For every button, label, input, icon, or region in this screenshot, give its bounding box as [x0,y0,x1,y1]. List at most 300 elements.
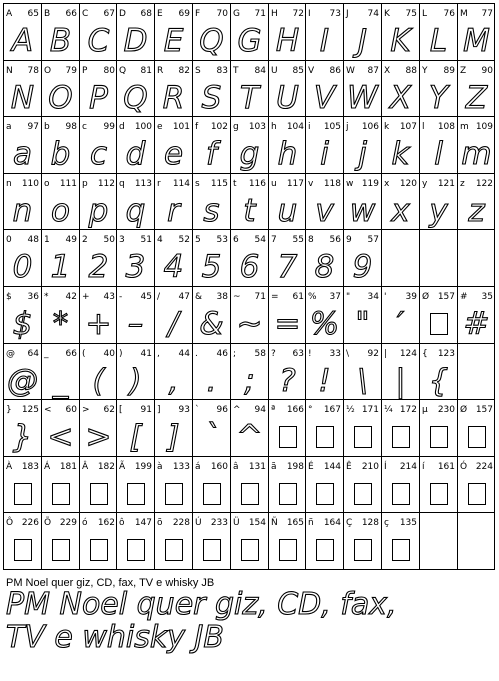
glyph-char-label: Í [384,462,387,472]
glyph-code-label: 160 [210,462,228,472]
glyph-code-label: 63 [292,349,304,359]
glyph-char-label: - [119,292,123,302]
missing-glyph-box [354,426,372,448]
glyph-label [155,8,192,20]
glyph-sample: G [237,23,262,59]
glyph-char-label: B [44,9,51,19]
glyph-sample: ~ [236,306,263,342]
glyph-code-label: 38 [216,292,228,302]
glyph-code-label: 82 [178,66,190,76]
glyph-code-label: 68 [140,9,152,19]
glyph-code-label: 51 [140,235,152,245]
glyph-label [4,8,41,20]
glyph-char-label: ! [308,349,312,359]
glyph-code-label: 93 [178,405,190,415]
glyph-sample: k [391,136,410,172]
glyph-cell [420,4,457,60]
glyph-char-label: Ü [233,518,240,528]
glyph-cell [420,457,457,513]
glyph-code-label: 71 [254,292,266,302]
glyph-cell [269,287,306,343]
glyph-code-label: 69 [178,9,190,19]
glyph-char-label: X [384,66,391,76]
glyph-cell [382,287,419,343]
glyph-code-label: 224 [475,462,493,472]
glyph-sample: & [199,306,224,342]
glyph-char-label: h [271,122,277,132]
glyph-code-label: 226 [21,518,39,528]
glyph-char-label: 2 [82,235,88,245]
glyph-cell [344,230,381,286]
missing-glyph-box [430,313,448,335]
glyph-cell [269,513,306,569]
glyph-label [80,517,117,529]
glyph-label [42,178,79,190]
glyph-cell [306,230,343,286]
glyph-label [458,291,495,303]
glyph-sample: { [428,363,449,399]
glyph-char-label: p [82,179,88,189]
glyph-cell [155,457,192,513]
glyph-sample: I [319,23,330,59]
glyph-label [269,461,306,473]
glyph-char-label: D [119,9,126,19]
glyph-char-label: í [422,462,425,472]
glyph-code-label: 34 [367,292,379,302]
glyph-cell [420,61,457,117]
glyph-char-label: Q [119,66,127,76]
glyph-char-label: 1 [44,235,50,245]
glyph-cell [231,287,268,343]
glyph-sample: ` [203,419,220,455]
glyph-code-label: 99 [103,122,115,132]
glyph-char-label: G [233,9,240,19]
glyph-char-label: n [6,179,12,189]
glyph-char-label: ó [82,518,88,528]
glyph-label [382,461,419,473]
glyph-char-label: ç [384,518,389,528]
glyph-cell [269,4,306,60]
glyph-cell [80,344,117,400]
glyph-label [117,461,154,473]
glyph-code-label: 171 [361,405,379,415]
glyph-sample: U [276,80,299,116]
glyph-char-label: M [460,9,468,19]
missing-glyph-box [354,483,372,505]
missing-glyph-box [316,539,334,561]
glyph-char-label: ½ [346,405,355,415]
glyph-sample: L [429,23,448,59]
glyph-cell [382,61,419,117]
glyph-char-label: 8 [308,235,314,245]
glyph-code-label: 108 [437,122,455,132]
glyph-label [80,121,117,133]
glyph-char-label: 5 [195,235,201,245]
glyph-label [80,178,117,190]
glyph-char-label: Ç [346,518,353,528]
glyph-label [382,121,419,133]
glyph-sample: H [275,23,300,59]
glyph-cell [269,174,306,230]
glyph-code-label: 56 [329,235,341,245]
glyph-label [269,121,306,133]
glyph-label [42,121,79,133]
glyph-code-label: 54 [254,235,266,245]
glyph-cell [193,61,230,117]
glyph-sample: u [277,193,298,229]
glyph-char-label: " [346,292,351,302]
glyph-sample: w [349,193,376,229]
glyph-sample: p [88,193,109,229]
glyph-char-label: A [6,9,13,19]
glyph-label [117,8,154,20]
glyph-label [4,517,41,529]
glyph-cell [193,400,230,456]
glyph-char-label: * [44,292,49,302]
glyph-char-label: Ñ [271,518,278,528]
glyph-sample: D [123,23,148,59]
glyph-code-label: 164 [323,518,341,528]
glyph-sample: ′ [396,306,405,342]
glyph-char-label: J [346,9,349,19]
glyph-label [193,65,230,77]
glyph-cell [42,61,79,117]
glyph-code-label: 166 [286,405,304,415]
glyph-label [117,234,154,246]
glyph-cell [458,117,495,173]
glyph-sample: 9 [352,249,373,285]
glyph-cell [306,117,343,173]
glyph-code-label: 44 [178,349,190,359]
glyph-code-label: 119 [361,179,379,189]
glyph-cell [193,117,230,173]
glyph-code-label: 113 [134,179,152,189]
glyph-char-label: Ø [460,405,468,415]
glyph-cell [80,4,117,60]
glyph-code-label: 46 [216,349,228,359]
glyph-cell [231,61,268,117]
glyph-cell [231,513,268,569]
glyph-cell [155,400,192,456]
glyph-sample: X [389,80,412,116]
glyph-sample: T [240,80,259,116]
glyph-char-label: ` [195,405,200,415]
missing-glyph-box [203,483,221,505]
glyph-sample: o [51,193,70,229]
glyph-code-label: 74 [367,9,379,19]
missing-glyph-box [392,426,410,448]
glyph-cell [42,344,79,400]
glyph-label [306,461,343,473]
glyph-cell [458,61,495,117]
glyph-sample: * [52,306,69,342]
glyph-sample: x [391,193,410,229]
glyph-char-label: Ó [460,462,468,472]
missing-glyph-box [52,483,70,505]
glyph-code-label: 91 [140,405,152,415]
glyph-code-label: 83 [216,66,228,76]
glyph-code-label: 79 [65,66,77,76]
glyph-sample: C [87,23,110,59]
glyph-code-label: 104 [286,122,304,132]
glyph-code-label: 65 [27,9,39,19]
glyph-cell [155,117,192,173]
glyph-code-label: 131 [248,462,266,472]
glyph-sample: b [50,136,71,172]
glyph-code-label: 87 [367,66,379,76]
glyph-char-label: Z [460,66,467,76]
glyph-code-label: 55 [292,235,304,245]
glyph-code-label: 41 [140,349,152,359]
missing-glyph-box [430,426,448,448]
glyph-char-label: ] [157,405,161,415]
glyph-sample: ) [129,363,142,399]
glyph-cell [155,230,192,286]
glyph-label [420,461,457,473]
glyph-cell [117,230,154,286]
glyph-cell [306,457,343,513]
glyph-label [193,348,230,360]
glyph-sample: . [206,363,217,399]
glyph-code-label: 80 [103,66,115,76]
glyph-char-label: t [233,179,237,189]
missing-glyph-box [392,539,410,561]
glyph-sample: 0 [12,249,33,285]
glyph-label [155,234,192,246]
missing-glyph-box [430,483,448,505]
glyph-label [382,291,419,303]
glyph-char-label: Ú [195,518,202,528]
glyph-label [382,65,419,77]
glyph-char-label: ° [308,405,313,415]
glyph-sample: f [206,136,217,172]
glyph-cell [382,117,419,173]
glyph-label [269,404,306,416]
glyph-cell [382,457,419,513]
glyph-char-label: ? [271,349,276,359]
missing-glyph-box [279,539,297,561]
glyph-char-label: ) [119,349,123,359]
glyph-code-label: 161 [437,462,455,472]
glyph-code-label: 120 [399,179,417,189]
glyph-label [231,121,268,133]
glyph-sample: ( [92,363,105,399]
glyph-code-label: 39 [405,292,417,302]
glyph-label [269,517,306,529]
glyph-label [231,404,268,416]
missing-glyph-box [316,426,334,448]
glyph-label [269,234,306,246]
glyph-label [231,178,268,190]
glyph-cell [344,174,381,230]
glyph-cell [42,230,79,286]
glyph-sample: [ [129,419,142,455]
glyph-label [458,404,495,416]
glyph-label [80,461,117,473]
glyph-sample: i [320,136,329,172]
glyph-char-label: ¼ [384,405,393,415]
glyph-cell [80,513,117,569]
glyph-char-label: R [157,66,164,76]
glyph-code-label: 165 [286,518,304,528]
glyph-label [231,291,268,303]
glyph-label [155,65,192,77]
glyph-sample: ; [244,363,255,399]
glyph-char-label: L [422,9,428,19]
glyph-sample: e [163,136,184,172]
glyph-char-label: u [271,179,277,189]
glyph-label [80,291,117,303]
glyph-code-label: 198 [286,462,304,472]
glyph-label [344,234,381,246]
glyph-char-label: ñ [308,518,314,528]
glyph-sample: 2 [88,249,109,285]
glyph-sample: ! [318,363,331,399]
glyph-char-label: j [346,122,349,132]
missing-glyph-box [279,483,297,505]
glyph-cell [193,457,230,513]
glyph-code-label: 35 [481,292,493,302]
glyph-label [80,348,117,360]
glyph-label [193,461,230,473]
glyph-label [382,517,419,529]
glyph-label [344,517,381,529]
glyph-char-label: C [82,9,89,19]
glyph-char-label: \ [346,349,350,359]
glyph-char-label: I [308,9,311,19]
glyph-cell [458,287,495,343]
glyph-sample: q [125,193,146,229]
glyph-cell [231,230,268,286]
glyph-cell [420,400,457,456]
glyph-sample: Y [429,80,448,116]
glyph-char-label: _ [44,349,49,359]
glyph-code-label: 115 [210,179,228,189]
glyph-code-label: 123 [437,349,455,359]
glyph-cell [155,4,192,60]
glyph-char-label: i [308,122,311,132]
glyph-char-label: ; [233,349,237,359]
glyph-sample: – [127,306,144,342]
glyph-cell [269,344,306,400]
glyph-code-label: 230 [437,405,455,415]
glyph-label [306,348,343,360]
glyph-char-label: { [422,349,428,359]
glyph-char-label: ª [271,405,276,415]
glyph-cell [193,344,230,400]
glyph-sample: c [89,136,108,172]
glyph-char-label: T [233,66,239,76]
glyph-char-label: > [82,405,90,415]
glyph-label [269,348,306,360]
glyph-char-label: Â [82,462,89,472]
glyph-cell [4,287,41,343]
glyph-char-label: Ê [346,462,352,472]
glyph-cell [4,344,41,400]
missing-glyph-box [90,539,108,561]
glyph-cell [420,513,457,569]
glyph-char-label: Ã [119,462,126,472]
glyph-label [42,8,79,20]
glyph-code-label: 86 [329,66,341,76]
glyph-code-label: 40 [103,349,115,359]
glyph-label [382,404,419,416]
glyph-code-label: 214 [399,462,417,472]
glyph-code-label: 154 [248,518,266,528]
missing-glyph-box [165,539,183,561]
glyph-sample: 6 [239,249,260,285]
glyph-label [344,121,381,133]
glyph-code-label: 118 [323,179,341,189]
missing-glyph-box [14,483,32,505]
glyph-label [231,517,268,529]
glyph-cell [4,513,41,569]
glyph-code-label: 100 [134,122,152,132]
glyph-cell [155,344,192,400]
glyph-label [344,178,381,190]
glyph-code-label: 75 [405,9,417,19]
glyph-code-label: 62 [103,405,115,415]
glyph-cell [231,174,268,230]
glyph-label [4,121,41,133]
missing-glyph-box [90,483,108,505]
glyph-label [458,178,495,190]
glyph-cell [117,344,154,400]
glyph-cell [269,457,306,513]
glyph-cell [382,230,419,286]
glyph-label [420,348,457,360]
glyph-cell [420,344,457,400]
glyph-code-label: 172 [399,405,417,415]
glyph-sample: " [355,306,370,342]
glyph-label [306,234,343,246]
glyph-sample: 3 [125,249,146,285]
glyph-char-label: v [308,179,314,189]
glyph-sample: h [277,136,298,172]
glyph-label [42,348,79,360]
glyph-code-label: 73 [329,9,341,19]
glyph-char-label: µ [422,405,428,415]
glyph-label [306,65,343,77]
glyph-sample: R [162,80,185,116]
glyph-label [458,65,495,77]
glyph-label [344,291,381,303]
glyph-code-label: 181 [59,462,77,472]
glyph-sample: $ [12,306,33,342]
glyph-cell [458,174,495,230]
glyph-char-label: O [44,66,52,76]
glyph-code-label: 111 [59,179,77,189]
glyph-sample: | [395,363,406,399]
glyph-label [4,234,41,246]
glyph-sample: ^ [236,419,263,455]
glyph-cell [344,513,381,569]
glyph-label [382,348,419,360]
glyph-code-label: 228 [172,518,190,528]
glyph-cell [155,61,192,117]
glyph-cell [193,4,230,60]
glyph-char-label: w [346,179,354,189]
glyph-label [155,348,192,360]
glyph-code-label: 57 [367,235,379,245]
glyph-code-label: 84 [254,66,266,76]
glyph-sample: ? [279,363,296,399]
glyph-label [344,404,381,416]
glyph-code-label: 98 [65,122,77,132]
glyph-sample: V [313,80,336,116]
glyph-cell [4,230,41,286]
glyph-char-label: y [422,179,428,189]
